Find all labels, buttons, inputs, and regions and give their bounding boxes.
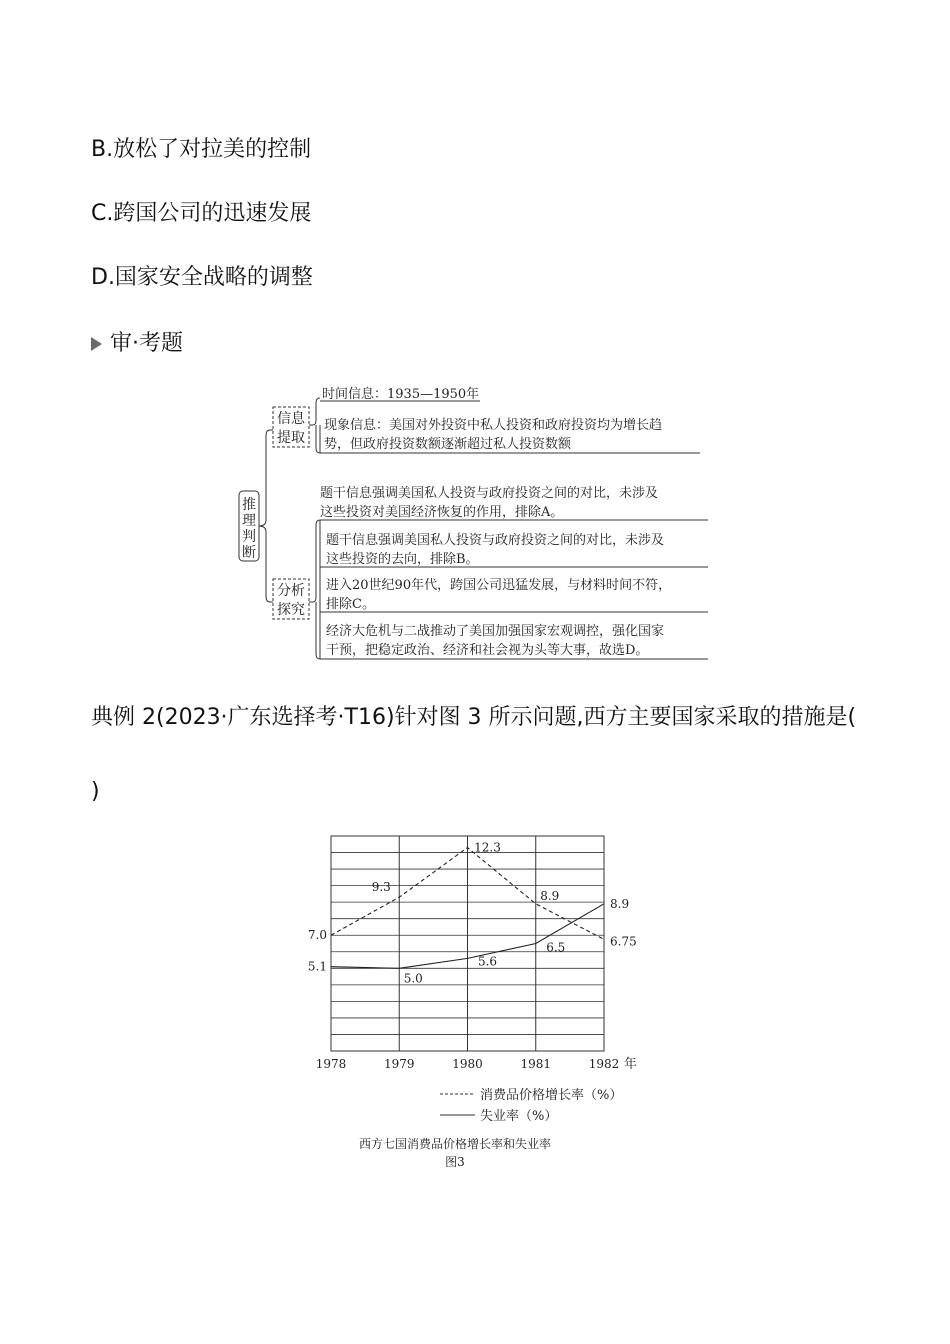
data-label: 12.3: [474, 840, 501, 855]
play-triangle-icon: [91, 337, 102, 351]
branch2-line2: 探究: [277, 602, 305, 618]
analysis-b-line1: 题干信息强调美国私人投资与政府投资之间的对比，未涉及: [326, 533, 665, 548]
analysis-c-line2: 排除C。: [326, 597, 375, 612]
x-tick-label: 1980: [452, 1057, 483, 1071]
legend-consumer-price: 消费品价格增长率（%）: [480, 1088, 623, 1103]
question-line1: 典例 2(2023·广东选择考·T16)针对图 3 所示问题,西方主要国家采取的措施是(: [91, 705, 857, 730]
data-label: 9.3: [371, 880, 391, 895]
analysis-diagram: [230, 380, 720, 665]
line-chart: [300, 825, 660, 1175]
analysis-d-line1: 经济大危机与二战推动了美国加强国家宏观调控，强化国家: [326, 624, 665, 639]
data-label: 5.0: [403, 971, 423, 986]
analysis-b-line2: 这些投资的去向，排除B。: [326, 552, 479, 567]
data-label: 6.75: [610, 934, 637, 949]
option-b: B.放松了对拉美的控制: [91, 137, 312, 162]
root-char-4: 断: [242, 545, 256, 561]
root-char-3: 判: [242, 529, 256, 545]
data-label: 8.9: [540, 888, 560, 903]
phenomenon-line2: 势，但政府投资数额逐渐超过私人投资数额: [324, 437, 572, 452]
option-c: C.跨国公司的迅速发展: [91, 201, 312, 226]
x-tick-label: 1981: [520, 1057, 552, 1071]
branch1-line2: 提取: [277, 430, 305, 446]
data-label: 6.5: [546, 940, 566, 955]
phenomenon-line1: 现象信息：美国对外投资中私人投资和政府投资均为增长趋: [324, 418, 663, 433]
legend-unemployment: 失业率（%）: [480, 1109, 558, 1124]
data-label: 5.1: [307, 959, 327, 974]
chart-caption: 西方七国消费品价格增长率和失业率: [358, 1137, 552, 1151]
data-label: 5.6: [477, 954, 498, 969]
analysis-d-line2: 干预，把稳定政治、经济和社会视为头等大事，故选D。: [326, 643, 649, 658]
section-label: 审·考题: [110, 331, 183, 356]
analysis-c-line1: 进入20世纪90年代，跨国公司迅猛发展，与材料时间不符，: [326, 578, 672, 593]
branch2-line1: 分析: [277, 583, 305, 599]
option-d: D.国家安全战略的调整: [91, 265, 313, 290]
branch1-line1: 信息: [277, 411, 305, 427]
x-tick-label: 1982: [588, 1057, 620, 1071]
root-char-1: 推: [242, 497, 256, 513]
data-label: 8.9: [610, 896, 630, 911]
x-tick-label: 1978: [315, 1057, 347, 1071]
time-info: 时间信息：1935—1950年: [322, 387, 480, 402]
question-line2: ): [91, 779, 100, 804]
root-char-2: 理: [242, 513, 256, 529]
analysis-a-line1: 题干信息强调美国私人投资与政府投资之间的对比，未涉及: [320, 486, 659, 501]
x-unit-label: 年: [624, 1057, 638, 1072]
x-tick-label: 1979: [383, 1057, 415, 1071]
analysis-a-line2: 这些投资对美国经济恢复的作用，排除A。: [320, 505, 564, 520]
section-heading: [91, 330, 183, 358]
data-label: 7.0: [307, 928, 327, 943]
figure-label: 图3: [445, 1155, 465, 1169]
